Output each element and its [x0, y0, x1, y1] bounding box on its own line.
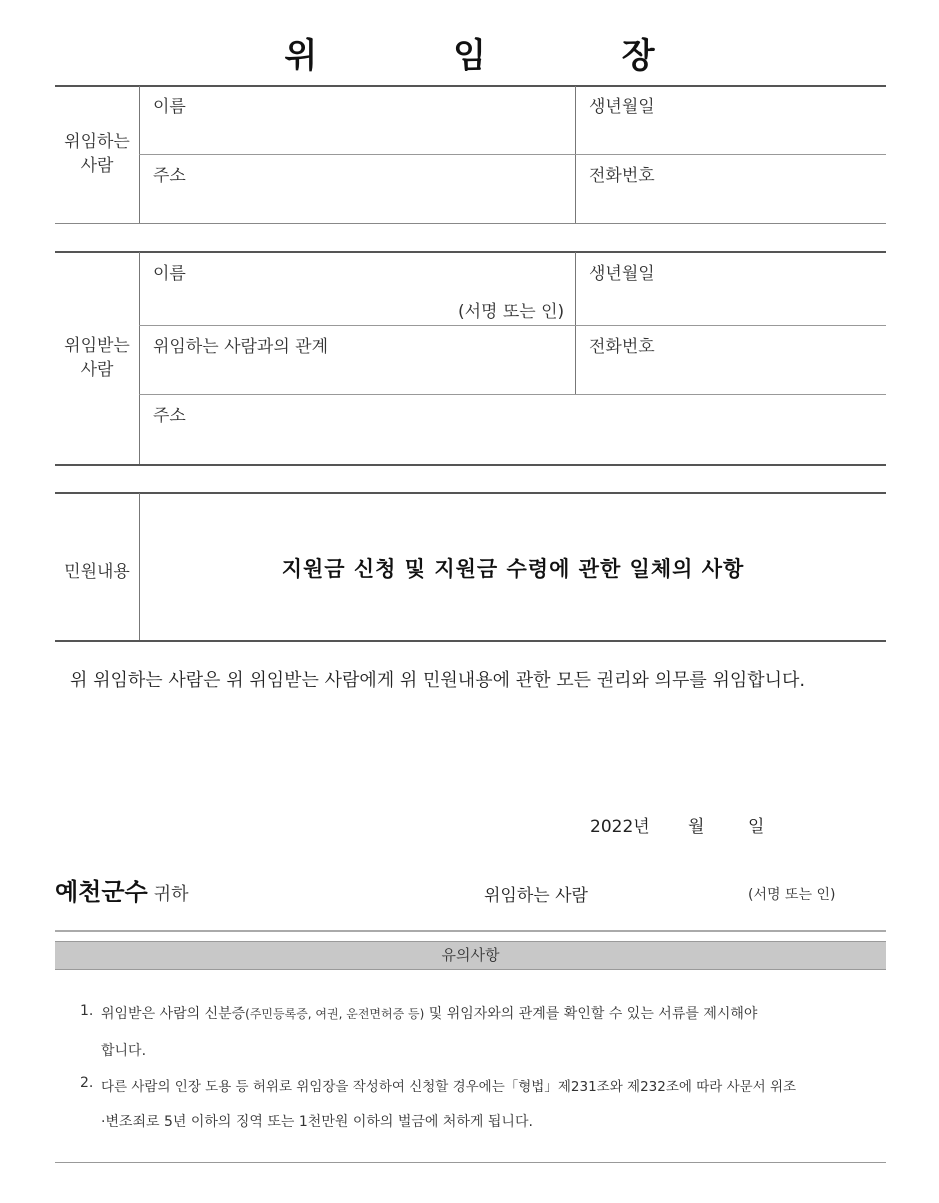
- delegator-birth-field[interactable]: 생년월일: [589, 97, 655, 117]
- section2-label-divider: [139, 252, 140, 465]
- section2-row-divider-1: [139, 325, 886, 326]
- delegation-statement: 위 위임하는 사람은 위 위임받는 사람에게 위 민원내용에 관한 모든 권리와 의무를 위임합니다.: [70, 670, 806, 691]
- addressee: [55, 872, 189, 907]
- section1-column-divider: [575, 86, 576, 224]
- notice-item-1-text-c: 및 위임자와의 관계를 확인할 수 있는 서류를 제시해야: [424, 1006, 758, 1022]
- section3-top-border: [55, 492, 886, 494]
- notice-item-1-text-b: (주민등록증, 여권, 운전면허증 등): [245, 1007, 425, 1021]
- notice-item-1-line1: [101, 1003, 757, 1023]
- delegate-group-label-text: 위임받는 사람: [64, 336, 130, 380]
- delegate-relation-field[interactable]: 위임하는 사람과의 관계: [153, 337, 329, 357]
- section3-bottom-border: [55, 640, 886, 642]
- petition-label: 민원내용: [64, 562, 130, 582]
- section2-bottom-border: [55, 464, 886, 466]
- section1-bottom-border: [55, 223, 886, 224]
- delegator-phone-field[interactable]: 전화번호: [589, 166, 655, 186]
- delegate-group-label: [55, 334, 139, 382]
- section2-top-border: [55, 251, 886, 253]
- section1-top-border: [55, 85, 886, 87]
- notice-item-1-number: 1.: [80, 1003, 94, 1019]
- notice-item-1-line2: 합니다.: [101, 1043, 147, 1059]
- delegator-group-label-text: 위임하는 사람: [64, 132, 130, 176]
- delegate-signature-note: (서명 또는 인): [458, 302, 565, 322]
- delegate-name-field[interactable]: 이름: [153, 264, 186, 284]
- section1-label-divider: [139, 86, 140, 224]
- signer-signature-field[interactable]: (서명 또는 인): [748, 887, 836, 903]
- delegate-phone-field[interactable]: 전화번호: [589, 337, 655, 357]
- delegate-address-field[interactable]: 주소: [153, 406, 186, 426]
- addressee-suffix: 귀하: [153, 884, 189, 905]
- document-title: 위 임 장: [284, 36, 717, 76]
- notice-item-1-text-a: 위임받은 사람의 신분증: [101, 1006, 246, 1022]
- delegator-address-field[interactable]: 주소: [153, 166, 186, 186]
- signer-label: 위임하는 사람: [484, 886, 588, 906]
- delegator-name-field[interactable]: 이름: [153, 97, 186, 117]
- notice-item-2-line2: ·변조죄로 5년 이하의 징역 또는 1천만원 이하의 벌금에 처하게 됩니다.: [101, 1114, 533, 1130]
- notice-bottom-rule: [55, 1162, 886, 1163]
- date-day[interactable]: 일: [748, 817, 765, 837]
- notice-item-2-line1: 다른 사람의 인장 도용 등 허위로 위임장을 작성하여 신청할 경우에는「형법」제231조와 제232조에 따라 사문서 위조: [101, 1079, 797, 1095]
- section2-column-divider: [575, 252, 576, 394]
- notice-header: 유의사항: [55, 941, 886, 970]
- date-year[interactable]: 2022년: [590, 817, 650, 837]
- notice-item-2-number: 2.: [80, 1075, 94, 1091]
- date-month[interactable]: 월: [688, 817, 705, 837]
- delegator-group-label: [55, 130, 139, 178]
- petition-content: 지원금 신청 및 지원금 수령에 관한 일체의 사항: [281, 557, 745, 581]
- section1-row-divider: [139, 154, 886, 155]
- delegate-birth-field[interactable]: 생년월일: [589, 264, 655, 284]
- section2-row-divider-2: [139, 394, 886, 395]
- addressee-name: 예천군수: [55, 878, 148, 906]
- notice-top-rule: [55, 930, 886, 932]
